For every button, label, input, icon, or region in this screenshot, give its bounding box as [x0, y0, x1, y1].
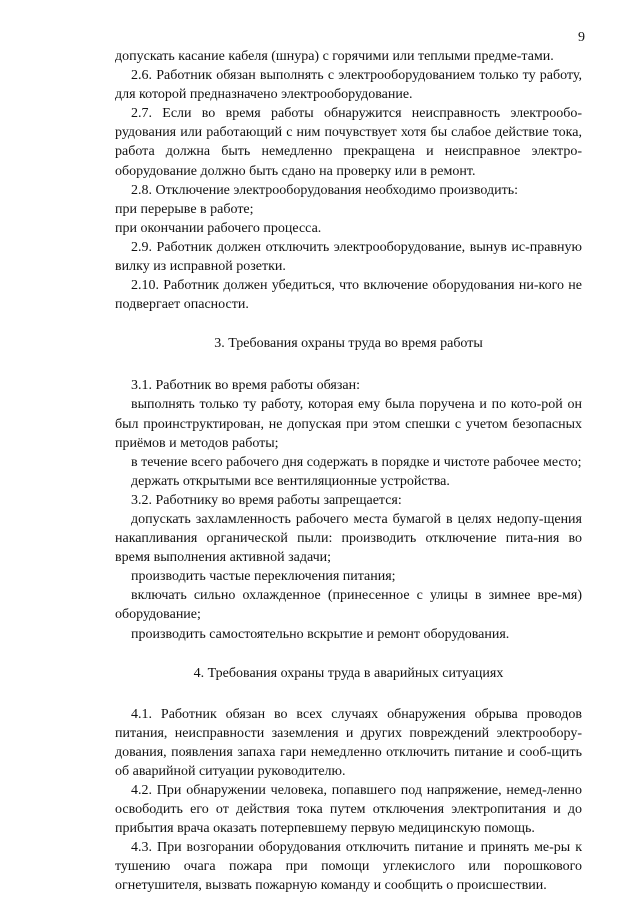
list-item: держать открытыми все вентиляционные устройства. [131, 473, 450, 489]
paragraph: 2.9. Работник должен отключить электрооборудование, вынув ис-правную вилку из исправной розетки. [115, 239, 582, 275]
list-item: допускать захламленность рабочего места бумагой в целях недопу-щения накапливания органической пыли: производить отключение пита-ния во время выполнения активной задачи; [115, 511, 582, 566]
list-item: при окончании рабочего процесса. [115, 220, 322, 236]
page-content [115, 47, 582, 896]
paragraph: 2.10. Работник должен убедиться, что включение оборудования ни-кого не подвергает опасности. [115, 278, 582, 313]
paragraph: 3.2. Работнику во время работы запрещается: [131, 492, 402, 508]
paragraph: 2.7. Если во время работы обнаружится неисправность электрообо-рудования или работающий с ним почувствует хотя бы слабое действие тока, работа должна быть немедленно прекращена и неисправное электро-оборудование должно быть сдано на проверку или в ремонт. [115, 106, 582, 179]
section-heading: 4. Требования охраны труда в аварийных ситуациях [193, 665, 504, 681]
page-number: 9 [578, 30, 585, 45]
paragraph: 2.8. Отключение электрооборудования необходимо производить: [131, 182, 518, 198]
paragraph: 4.3. При возгорании оборудования отключить питание и принять ме-ры к тушению очага пожара при помощи углекислого или порошкового огнетушителя, вызвать пожарную команду и сообщить о происшествии. [115, 840, 582, 894]
list-item: производить самостоятельно вскрытие и ремонт оборудования. [131, 626, 510, 642]
list-item: при перерыве в работе; [115, 201, 254, 217]
paragraph: 2.6. Работник обязан выполнять с электрооборудованием только ту работу, для которой предназначено электрооборудование. [115, 68, 582, 103]
paragraph: допускать касание кабеля (шнура) с горячими или теплыми предме-тами. [115, 49, 554, 64]
paragraph: 3.1. Работник во время работы обязан: [131, 378, 360, 394]
list-item: выполнять только ту работу, которая ему была поручена и по кото-рой он был проинструктирован, не допуская при этом спешки с учетом безопасных приёмов и методов работы; [115, 397, 582, 451]
list-item: в течение всего рабочего дня содержать в порядке и чистоте рабочее место; [131, 454, 582, 470]
section-heading: 3. Требования охраны труда во время работы [214, 336, 483, 352]
paragraph: 4.1. Работник обязан во всех случаях обнаружения обрыва проводов питания, неисправности заземления и других повреждений электрообору-дования, появления запаха гари немедленно отключить питание и сооб-щить об аварийной ситуации руководителю. [115, 706, 582, 779]
list-item: включать сильно охлажденное (принесенное с улицы в зимнее вре-мя) оборудование; [115, 588, 582, 623]
paragraph: 4.2. При обнаружении человека, попавшего под напряжение, немед-ленно освободить его от действия тока путем отключения электропитания и до прибытия врача оказать потерпевшему первую медицинскую помощь. [115, 783, 582, 837]
list-item: производить частые переключения питания; [131, 569, 396, 585]
